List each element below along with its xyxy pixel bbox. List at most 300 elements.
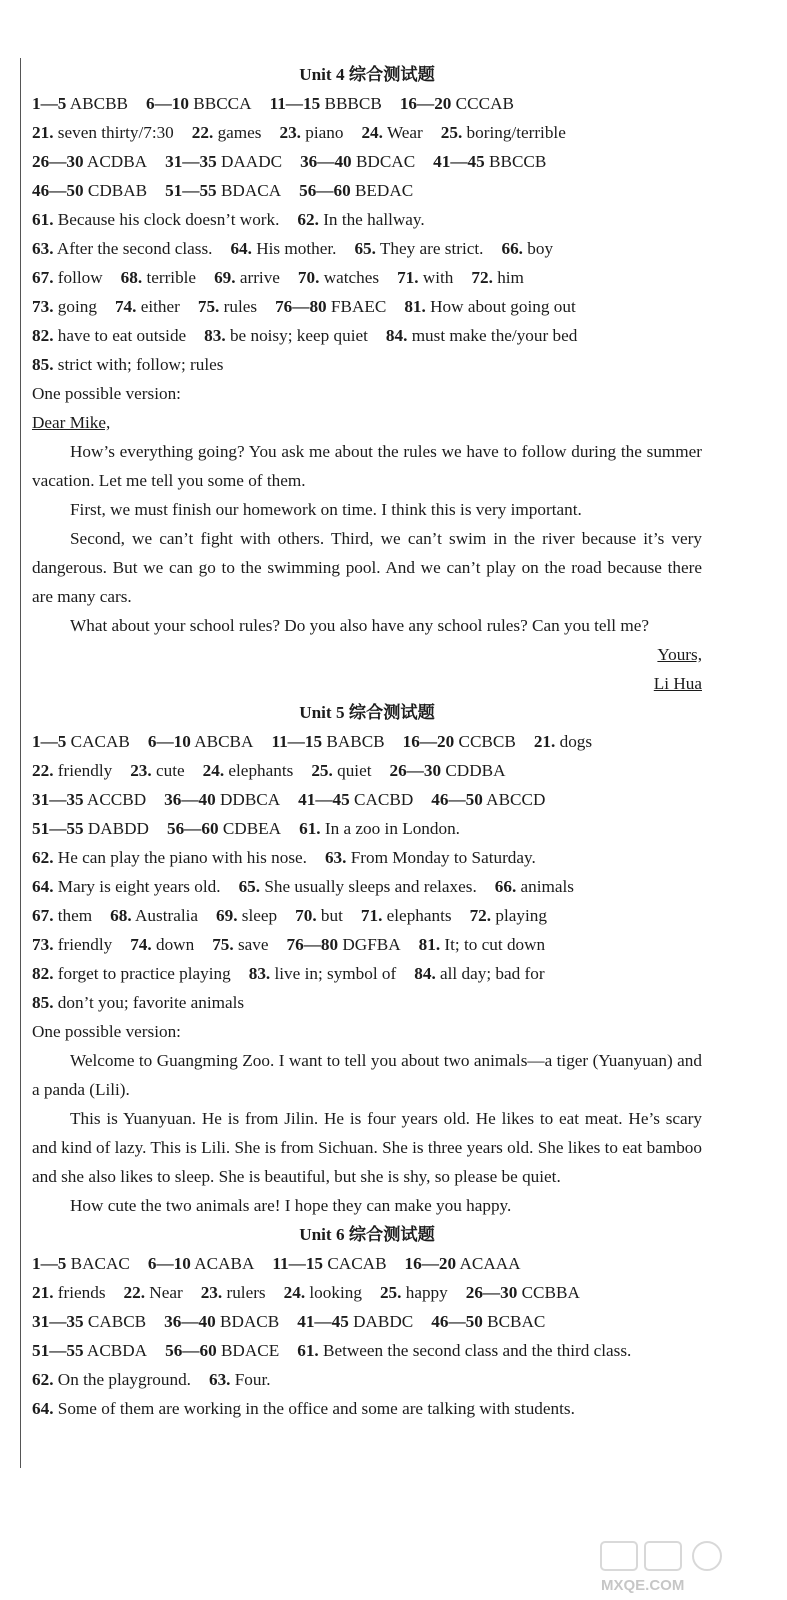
question-number: 65. [354, 239, 376, 258]
answer-text: BBCCB [489, 152, 547, 171]
answer-text: BBBCB [324, 94, 382, 113]
answer-text: In the hallway. [323, 210, 425, 229]
question-number: 56—60 [166, 819, 219, 838]
question-number: 16—20 [402, 732, 455, 751]
answer-text: ACDBA [86, 152, 148, 171]
answer-item [32, 993, 244, 1012]
answer-item [297, 1341, 631, 1360]
question-number: 1—5 [32, 94, 67, 113]
answer-item [361, 906, 452, 925]
answer-line [32, 234, 702, 263]
question-number: 71. [360, 906, 383, 925]
question-number: 25. [379, 1283, 402, 1302]
answer-line [32, 176, 702, 205]
answer-item [167, 819, 281, 838]
answer-text: CACBD [354, 790, 414, 809]
answer-text: follow [57, 268, 103, 287]
question-number: 64. [230, 239, 252, 258]
unit5-essay-paragraph-2: This is Yuanyuan. He is from Jilin. He is four years old. He likes to eat meat. He’s scary and kind of lazy. This is Lili. She is from Sichuan. She is three years old. She likes to eat bamboo and she also likes to sleep. She is beautiful, but she is shy, so please be quiet. [32, 1109, 702, 1186]
answer-item [471, 268, 524, 287]
question-number: 26—30 [389, 761, 442, 780]
question-number: 16—20 [404, 1254, 457, 1273]
answer-text: His mother. [256, 239, 337, 258]
answer-text: them [57, 906, 93, 925]
answer-text: DGFBA [342, 935, 401, 954]
answer-text: rules [223, 297, 258, 316]
answer-item [198, 297, 257, 316]
question-number: 6—10 [146, 94, 189, 113]
answer-line [32, 350, 702, 379]
question-number: 73. [32, 297, 54, 316]
question-number: 22. [123, 1283, 145, 1302]
question-number: 51—55 [165, 181, 217, 200]
answer-text: ACBDA [86, 1341, 148, 1360]
question-number: 16—20 [399, 94, 452, 113]
answer-text: him [497, 268, 524, 287]
question-number: 65. [238, 877, 261, 896]
answer-item [297, 1312, 413, 1331]
answer-text: but [320, 906, 343, 925]
answer-text: cute [155, 761, 185, 780]
answer-item [124, 1283, 183, 1302]
question-number: 22. [32, 761, 54, 780]
watermark-logo [593, 1538, 773, 1594]
answer-item [32, 297, 97, 316]
answer-text: save [237, 935, 269, 954]
answer-line [32, 1278, 702, 1307]
answer-content [32, 60, 702, 1423]
question-number: 61. [299, 819, 321, 838]
answer-line [32, 118, 702, 147]
answer-item [470, 906, 547, 925]
answer-item [32, 94, 128, 113]
question-number: 41—45 [297, 1312, 349, 1331]
answer-item [272, 1254, 386, 1273]
question-number: 67. [32, 268, 54, 287]
answer-line [32, 959, 702, 988]
answer-item [270, 94, 382, 113]
unit4-title: Unit 4 综合测试题 [299, 65, 435, 84]
unit5-version-label: One possible version: [32, 1022, 181, 1041]
answer-item [287, 935, 401, 954]
unit4-letter-paragraph-3: Second, we can’t fight with others. Third, we can’t swim in the river because it’s very dangerous. But we can go to the swimming pool. And we can’t play on the road because there are many cars. [32, 529, 702, 606]
answer-text: looking [309, 1283, 362, 1302]
answer-line [32, 988, 702, 1017]
answer-text: After the second class. [56, 239, 213, 258]
answer-text: elephants [386, 906, 452, 925]
answer-item [397, 268, 453, 287]
answer-text: It; to cut down [444, 935, 546, 954]
question-number: 31—35 [32, 1312, 84, 1331]
question-number: 74. [114, 297, 137, 316]
answer-text: CACAB [70, 732, 130, 751]
question-number: 31—35 [165, 152, 217, 171]
question-number: 21. [32, 1283, 54, 1302]
answer-text: dogs [559, 732, 593, 751]
unit5-essay-paragraph-3: How cute the two animals are! I hope they can make you happy. [70, 1196, 512, 1215]
question-number: 83. [248, 964, 271, 983]
answer-text: live in; symbol of [274, 964, 397, 983]
answer-item [32, 790, 146, 809]
question-number: 36—40 [300, 152, 352, 171]
answer-item [203, 761, 294, 780]
answer-item [204, 326, 368, 345]
question-number: 85. [32, 355, 54, 374]
answer-line [32, 843, 702, 872]
answer-item [361, 123, 422, 142]
answer-item [400, 94, 514, 113]
answer-item [32, 877, 221, 896]
answer-text: Because his clock doesn’t work. [57, 210, 280, 229]
answer-text: arrive [239, 268, 280, 287]
answer-item [146, 94, 252, 113]
question-number: 67. [32, 906, 54, 925]
answer-text: ACABA [194, 1254, 255, 1273]
answer-text: He can play the piano with his nose. [57, 848, 307, 867]
answer-line [32, 785, 702, 814]
answer-item [32, 964, 231, 983]
question-number: 25. [311, 761, 333, 780]
answer-text: BEDAC [354, 181, 414, 200]
answer-line [32, 901, 702, 930]
answer-item [230, 239, 336, 258]
answer-item [32, 1254, 130, 1273]
answer-text: FBAEC [330, 297, 387, 316]
answer-item [32, 239, 212, 258]
question-number: 31—35 [32, 790, 84, 809]
answer-text: boy [527, 239, 554, 258]
answer-item [403, 732, 516, 751]
question-number: 66. [494, 877, 517, 896]
question-number: 73. [32, 935, 54, 954]
question-number: 56—60 [299, 181, 351, 200]
answer-item [32, 152, 147, 171]
answer-text: DDBCA [220, 790, 281, 809]
answer-text: friendly [57, 935, 113, 954]
answer-item [32, 1399, 575, 1418]
answer-text: seven thirty/7:30 [57, 123, 174, 142]
answer-item [32, 268, 103, 287]
unit4-answers [32, 89, 702, 379]
answer-line [32, 1365, 702, 1394]
answer-item [32, 819, 149, 838]
question-number: 81. [418, 935, 441, 954]
answer-item [299, 181, 413, 200]
answer-text: must make the/your bed [411, 326, 578, 345]
question-number: 68. [120, 268, 143, 287]
answer-item [495, 877, 574, 896]
answer-item [32, 181, 147, 200]
answer-text: From Monday to Saturday. [350, 848, 536, 867]
question-number: 72. [469, 906, 492, 925]
question-number: 22. [191, 123, 214, 142]
unit5-essay-paragraph-1: Welcome to Guangming Zoo. I want to tell you about two animals—a tiger (Yuanyuan) and a panda (Lili). [32, 1051, 702, 1099]
answer-text: with [422, 268, 454, 287]
answer-text: BACAC [70, 1254, 130, 1273]
answer-item [239, 877, 477, 896]
question-number: 72. [471, 268, 493, 287]
answer-text: piano [305, 123, 344, 142]
question-number: 62. [297, 210, 319, 229]
question-number: 24. [361, 123, 383, 142]
answer-text: Mary is eight years old. [57, 877, 221, 896]
question-number: 76—80 [286, 935, 339, 954]
question-number: 75. [197, 297, 220, 316]
answer-text: Between the second class and the third class. [323, 1341, 632, 1360]
answer-item [32, 1370, 191, 1389]
answer-item [216, 906, 277, 925]
answer-item [311, 761, 371, 780]
answer-item [431, 1312, 545, 1331]
question-number: 11—15 [272, 1254, 324, 1273]
question-number: 51—55 [32, 1341, 84, 1360]
answer-item [32, 848, 307, 867]
question-number: 84. [414, 964, 436, 983]
unit4-letter-paragraph-4: What about your school rules? Do you also have any school rules? Can you tell me? [70, 616, 649, 635]
question-number: 71. [397, 268, 419, 287]
answer-item [32, 906, 92, 925]
answer-text: watches [323, 268, 380, 287]
question-number: 69. [214, 268, 236, 287]
answer-item [164, 1312, 279, 1331]
answer-item [32, 761, 112, 780]
unit6-answers [32, 1249, 702, 1423]
answer-line [32, 756, 702, 785]
answer-line [32, 872, 702, 901]
question-number: 68. [110, 906, 132, 925]
answer-text: In a zoo in London. [324, 819, 460, 838]
question-number: 83. [204, 326, 226, 345]
answer-text: CCCAB [455, 94, 514, 113]
answer-text: DAADC [220, 152, 283, 171]
answer-item [32, 1283, 106, 1302]
answer-text: Australia [135, 906, 199, 925]
answer-text: games [217, 123, 262, 142]
question-number: 21. [32, 123, 54, 142]
unit4-letter-paragraph-2: First, we must finish our homework on time. I think this is very important. [70, 500, 582, 519]
unit4-letter-closing: Yours, [657, 645, 702, 664]
answer-text: quiet [337, 761, 372, 780]
answer-item [534, 732, 592, 751]
answer-text: CCBBA [521, 1283, 580, 1302]
question-number: 62. [32, 848, 54, 867]
answer-text: They are strict. [379, 239, 484, 258]
answer-item [130, 935, 194, 954]
unit4-letter-greeting: Dear Mike, [32, 413, 111, 432]
question-number: 76—80 [275, 297, 327, 316]
answer-item [325, 848, 536, 867]
question-number: 6—10 [147, 732, 191, 751]
answer-item [414, 964, 544, 983]
question-number: 82. [32, 326, 54, 345]
answer-line [32, 147, 702, 176]
answer-text: ABCCD [486, 790, 546, 809]
answer-item [165, 152, 282, 171]
answer-item [354, 239, 483, 258]
answer-item [32, 123, 174, 142]
answer-text: How about going out [430, 297, 576, 316]
answer-text: CABCB [87, 1312, 147, 1331]
answer-item [441, 123, 566, 142]
answer-text: boring/terrible [466, 123, 566, 142]
answer-line [32, 930, 702, 959]
question-number: 63. [324, 848, 347, 867]
question-number: 21. [533, 732, 556, 751]
answer-item [249, 964, 397, 983]
question-number: 62. [32, 1370, 54, 1389]
answer-line [32, 814, 702, 843]
answer-text: be noisy; keep quiet [229, 326, 368, 345]
answer-text: terrible [146, 268, 197, 287]
question-number: 46—50 [32, 181, 84, 200]
answer-text: CDDBA [445, 761, 506, 780]
answer-item [295, 906, 343, 925]
answer-item [165, 181, 281, 200]
answer-item [32, 326, 186, 345]
question-number: 63. [208, 1370, 231, 1389]
question-number: 1—5 [32, 1254, 67, 1273]
answer-line [32, 1307, 702, 1336]
answer-text: rulers [226, 1283, 266, 1302]
answer-text: friendly [57, 761, 113, 780]
answer-item [214, 268, 280, 287]
answer-text: forget to practice playing [57, 964, 231, 983]
question-number: 64. [32, 877, 54, 896]
answer-line [32, 1394, 702, 1423]
answer-item [121, 268, 196, 287]
answer-text: all day; bad for [440, 964, 545, 983]
answer-item [148, 1254, 255, 1273]
answer-text: CACAB [327, 1254, 387, 1273]
answer-text: BDACE [220, 1341, 280, 1360]
question-number: 81. [404, 297, 426, 316]
question-number: 74. [130, 935, 152, 954]
answer-text: sleep [241, 906, 278, 925]
answer-item [148, 732, 254, 751]
answer-line [32, 292, 702, 321]
question-number: 63. [32, 239, 54, 258]
answer-item [130, 761, 184, 780]
unit4-letter-paragraph-1: How’s everything going? You ask me about the rules we have to follow during the summer vacation. Let me tell you some of them. [32, 442, 702, 490]
answer-item [300, 152, 415, 171]
answer-item [165, 1341, 279, 1360]
answer-text: Four. [234, 1370, 271, 1389]
question-number: 64. [32, 1399, 54, 1418]
answer-text: BABCB [326, 732, 385, 751]
answer-item [279, 123, 343, 142]
answer-line [32, 205, 702, 234]
answer-text: BDACB [220, 1312, 280, 1331]
question-number: 56—60 [165, 1341, 217, 1360]
question-number: 24. [283, 1283, 306, 1302]
answer-item [433, 152, 546, 171]
answer-item [404, 297, 575, 316]
answer-text: elephants [228, 761, 294, 780]
answer-text: down [155, 935, 195, 954]
answer-text: ABCBB [69, 94, 129, 113]
answer-item [32, 935, 112, 954]
answer-text: CDBAB [87, 181, 148, 200]
answer-text: ACAAA [459, 1254, 521, 1273]
answer-line [32, 1249, 702, 1278]
question-number: 69. [216, 906, 238, 925]
question-number: 46—50 [431, 1312, 483, 1331]
question-number: 24. [202, 761, 225, 780]
answer-item [405, 1254, 521, 1273]
question-number: 23. [200, 1283, 223, 1302]
answer-text: have to eat outside [57, 326, 187, 345]
answer-line [32, 263, 702, 292]
answer-item [275, 297, 386, 316]
question-number: 11—15 [271, 732, 323, 751]
answer-text: happy [405, 1283, 448, 1302]
answer-text: animals [520, 877, 574, 896]
answer-text: BDACA [220, 181, 282, 200]
answer-line [32, 1336, 702, 1365]
question-number: 1—5 [32, 732, 67, 751]
answer-item [284, 1283, 362, 1302]
answer-item [501, 239, 553, 258]
answer-item [212, 935, 268, 954]
question-number: 82. [32, 964, 54, 983]
unit4-letter-signature: Li Hua [653, 674, 702, 693]
answer-text: Some of them are working in the office and some are talking with students. [57, 1399, 575, 1418]
question-number: 11—15 [269, 94, 321, 113]
question-number: 66. [501, 239, 523, 258]
unit5-title: Unit 5 综合测试题 [299, 703, 435, 722]
question-number: 36—40 [164, 1312, 216, 1331]
answer-item [209, 1370, 271, 1389]
answer-text: going [57, 297, 97, 316]
answer-item [298, 790, 413, 809]
answer-item [201, 1283, 266, 1302]
question-number: 41—45 [433, 152, 485, 171]
answer-item [115, 297, 180, 316]
question-number: 61. [297, 1341, 319, 1360]
answer-item [164, 790, 280, 809]
answer-item [110, 906, 198, 925]
answer-text: playing [495, 906, 547, 925]
question-number: 6—10 [147, 1254, 191, 1273]
question-number: 23. [279, 123, 301, 142]
answer-text: BCBAC [487, 1312, 546, 1331]
answer-text: strict with; follow; rules [57, 355, 224, 374]
unit5-answers [32, 727, 702, 1017]
answer-text: BDCAC [355, 152, 416, 171]
answer-text: On the playground. [57, 1370, 191, 1389]
answer-text: Wear [386, 123, 423, 142]
answer-line [32, 321, 702, 350]
answer-text: She usually sleeps and relaxes. [264, 877, 477, 896]
answer-text: ABCBA [194, 732, 254, 751]
answer-item [431, 790, 545, 809]
question-number: 46—50 [431, 790, 483, 809]
question-number: 70. [295, 906, 317, 925]
answer-item [297, 210, 424, 229]
answer-item [389, 761, 505, 780]
answer-item [192, 123, 262, 142]
answer-text: don’t you; favorite animals [57, 993, 245, 1012]
answer-text: friends [57, 1283, 106, 1302]
question-number: 85. [32, 993, 54, 1012]
answer-line [32, 89, 702, 118]
question-number: 51—55 [32, 819, 84, 838]
answer-text: BBCCA [193, 94, 252, 113]
answer-item [299, 819, 460, 838]
question-number: 41—45 [298, 790, 350, 809]
answer-text: either [140, 297, 180, 316]
margin-rule [20, 58, 21, 1468]
